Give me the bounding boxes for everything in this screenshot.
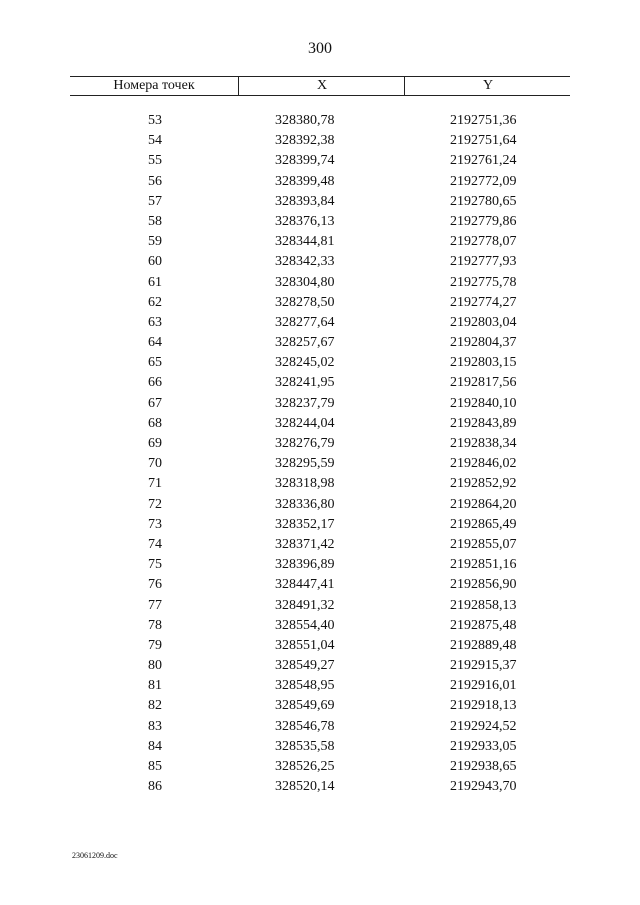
y-coordinate-cell: 2192918,13 bbox=[450, 698, 517, 714]
point-number-cell: 68 bbox=[148, 415, 162, 431]
y-coordinate-cell: 2192772,09 bbox=[450, 173, 517, 189]
point-number-cell: 76 bbox=[148, 577, 162, 593]
x-coordinate-cell: 328278,50 bbox=[275, 294, 335, 310]
table-row bbox=[70, 172, 570, 192]
x-coordinate-cell: 328546,78 bbox=[275, 718, 335, 734]
point-number-cell: 59 bbox=[148, 234, 162, 250]
x-coordinate-cell: 328244,04 bbox=[275, 415, 335, 431]
table-row bbox=[70, 232, 570, 252]
point-number-cell: 71 bbox=[148, 476, 162, 492]
point-number-cell: 67 bbox=[148, 395, 162, 411]
table-row bbox=[70, 434, 570, 454]
x-coordinate-cell: 328318,98 bbox=[275, 476, 335, 492]
y-coordinate-cell: 2192840,10 bbox=[450, 395, 517, 411]
point-number-cell: 56 bbox=[148, 173, 162, 189]
table-row bbox=[70, 394, 570, 414]
table-row bbox=[70, 616, 570, 636]
x-coordinate-cell: 328396,89 bbox=[275, 557, 335, 573]
y-coordinate-cell: 2192858,13 bbox=[450, 597, 517, 613]
table-row bbox=[70, 333, 570, 353]
table-row bbox=[70, 273, 570, 293]
point-number-cell: 69 bbox=[148, 436, 162, 451]
point-number-cell: 81 bbox=[148, 678, 162, 694]
x-coordinate-cell: 328392,38 bbox=[275, 133, 335, 149]
table-row bbox=[70, 474, 570, 494]
point-number-cell: 61 bbox=[148, 274, 162, 290]
table-header bbox=[70, 76, 570, 95]
page-number: 300 bbox=[308, 40, 332, 57]
x-coordinate-cell: 328551,04 bbox=[275, 637, 335, 653]
table-row bbox=[70, 555, 570, 575]
y-coordinate-cell: 2192864,20 bbox=[450, 496, 517, 512]
point-number-cell: 64 bbox=[148, 335, 162, 351]
table-row bbox=[70, 192, 570, 212]
y-coordinate-cell: 2192779,86 bbox=[450, 213, 517, 229]
x-coordinate-cell: 328520,14 bbox=[275, 779, 335, 795]
y-coordinate-cell: 2192916,01 bbox=[450, 678, 517, 694]
y-coordinate-cell: 2192761,24 bbox=[450, 153, 517, 169]
y-coordinate-cell: 2192855,07 bbox=[450, 536, 517, 552]
y-coordinate-cell: 2192777,93 bbox=[450, 254, 517, 270]
y-coordinate-cell: 2192924,52 bbox=[450, 718, 517, 734]
y-coordinate-cell: 2192933,05 bbox=[450, 738, 517, 754]
point-number-cell: 53 bbox=[148, 113, 162, 128]
table-row bbox=[70, 353, 570, 373]
y-coordinate-cell: 2192943,70 bbox=[450, 779, 517, 795]
y-coordinate-cell: 2192938,65 bbox=[450, 759, 517, 774]
x-coordinate-cell: 328336,80 bbox=[275, 496, 335, 512]
table-body bbox=[70, 111, 570, 797]
x-coordinate-cell: 328276,79 bbox=[275, 436, 335, 451]
y-coordinate-cell: 2192804,37 bbox=[450, 335, 517, 351]
y-coordinate-cell: 2192865,49 bbox=[450, 516, 517, 532]
point-number-cell: 86 bbox=[148, 779, 162, 795]
x-coordinate-cell: 328352,17 bbox=[275, 516, 335, 532]
x-coordinate-cell: 328344,81 bbox=[275, 234, 335, 250]
y-coordinate-cell: 2192817,56 bbox=[450, 375, 517, 391]
header-y: Y bbox=[404, 76, 571, 95]
table-row bbox=[70, 676, 570, 696]
x-coordinate-cell: 328380,78 bbox=[275, 113, 335, 128]
point-number-cell: 66 bbox=[148, 375, 162, 391]
table-row bbox=[70, 515, 570, 535]
x-coordinate-cell: 328491,32 bbox=[275, 597, 335, 613]
point-number-cell: 54 bbox=[148, 133, 162, 149]
point-number-cell: 55 bbox=[148, 153, 162, 169]
header-x: X bbox=[238, 76, 405, 95]
point-number-cell: 62 bbox=[148, 294, 162, 310]
x-coordinate-cell: 328526,25 bbox=[275, 759, 335, 774]
table-row bbox=[70, 717, 570, 737]
y-coordinate-cell: 2192915,37 bbox=[450, 658, 517, 674]
table-row bbox=[70, 151, 570, 171]
point-number-cell: 72 bbox=[148, 496, 162, 512]
y-coordinate-cell: 2192852,92 bbox=[450, 476, 517, 492]
point-number-cell: 63 bbox=[148, 314, 162, 330]
point-number-cell: 83 bbox=[148, 718, 162, 734]
x-coordinate-cell: 328241,95 bbox=[275, 375, 335, 391]
table-row bbox=[70, 777, 570, 797]
y-coordinate-cell: 2192846,02 bbox=[450, 456, 517, 472]
table-row bbox=[70, 596, 570, 616]
x-coordinate-cell: 328371,42 bbox=[275, 536, 335, 552]
x-coordinate-cell: 328342,33 bbox=[275, 254, 335, 270]
table-row bbox=[70, 575, 570, 595]
y-coordinate-cell: 2192843,89 bbox=[450, 415, 517, 431]
table-row bbox=[70, 454, 570, 474]
point-number-cell: 84 bbox=[148, 738, 162, 754]
y-coordinate-cell: 2192780,65 bbox=[450, 193, 517, 209]
point-number-cell: 82 bbox=[148, 698, 162, 714]
table-row bbox=[70, 252, 570, 272]
x-coordinate-cell: 328237,79 bbox=[275, 395, 335, 411]
y-coordinate-cell: 2192803,04 bbox=[450, 314, 517, 330]
table-row bbox=[70, 535, 570, 555]
table-row bbox=[70, 313, 570, 333]
point-number-cell: 58 bbox=[148, 213, 162, 229]
point-number-cell: 65 bbox=[148, 355, 162, 371]
x-coordinate-cell: 328549,27 bbox=[275, 658, 335, 674]
footer-file-name: 23061209.doc bbox=[72, 851, 118, 860]
y-coordinate-cell: 2192889,48 bbox=[450, 637, 517, 653]
point-number-cell: 78 bbox=[148, 617, 162, 633]
y-coordinate-cell: 2192856,90 bbox=[450, 577, 517, 593]
y-coordinate-cell: 2192838,34 bbox=[450, 436, 517, 451]
x-coordinate-cell: 328399,74 bbox=[275, 153, 335, 169]
y-coordinate-cell: 2192774,27 bbox=[450, 294, 517, 310]
table-row bbox=[70, 737, 570, 757]
x-coordinate-cell: 328548,95 bbox=[275, 678, 335, 694]
point-number-cell: 77 bbox=[148, 597, 162, 613]
y-coordinate-cell: 2192851,16 bbox=[450, 557, 517, 573]
point-number-cell: 79 bbox=[148, 637, 162, 653]
y-coordinate-cell: 2192775,78 bbox=[450, 274, 517, 290]
table-row bbox=[70, 495, 570, 515]
point-number-cell: 73 bbox=[148, 516, 162, 532]
point-number-cell: 60 bbox=[148, 254, 162, 270]
y-coordinate-cell: 2192778,07 bbox=[450, 234, 517, 250]
table-row bbox=[70, 293, 570, 313]
point-number-cell: 74 bbox=[148, 536, 162, 552]
table-row bbox=[70, 696, 570, 716]
y-coordinate-cell: 2192751,36 bbox=[450, 113, 517, 128]
table-row bbox=[70, 212, 570, 232]
point-number-cell: 85 bbox=[148, 759, 162, 774]
x-coordinate-cell: 328245,02 bbox=[275, 355, 335, 371]
table-row bbox=[70, 373, 570, 393]
table-row bbox=[70, 757, 570, 777]
x-coordinate-cell: 328295,59 bbox=[275, 456, 335, 472]
x-coordinate-cell: 328277,64 bbox=[275, 314, 335, 330]
x-coordinate-cell: 328399,48 bbox=[275, 173, 335, 189]
x-coordinate-cell: 328549,69 bbox=[275, 698, 335, 714]
header-point-numbers: Номера точек bbox=[113, 78, 195, 93]
table-row bbox=[70, 414, 570, 434]
table-row bbox=[70, 636, 570, 656]
point-number-cell: 57 bbox=[148, 193, 162, 209]
y-coordinate-cell: 2192875,48 bbox=[450, 617, 517, 633]
point-number-cell: 75 bbox=[148, 557, 162, 573]
x-coordinate-cell: 328535,58 bbox=[275, 738, 335, 754]
y-coordinate-cell: 2192803,15 bbox=[450, 355, 517, 371]
x-coordinate-cell: 328554,40 bbox=[275, 617, 335, 633]
table-header-bottom-rule bbox=[70, 95, 570, 96]
x-coordinate-cell: 328257,67 bbox=[275, 335, 335, 351]
x-coordinate-cell: 328304,80 bbox=[275, 274, 335, 290]
table-row bbox=[70, 656, 570, 676]
table-row bbox=[70, 131, 570, 151]
point-number-cell: 70 bbox=[148, 456, 162, 472]
x-coordinate-cell: 328447,41 bbox=[275, 577, 335, 593]
x-coordinate-cell: 328393,84 bbox=[275, 193, 335, 209]
y-coordinate-cell: 2192751,64 bbox=[450, 133, 517, 149]
x-coordinate-cell: 328376,13 bbox=[275, 213, 335, 229]
point-number-cell: 80 bbox=[148, 658, 162, 674]
table-row bbox=[70, 111, 570, 131]
